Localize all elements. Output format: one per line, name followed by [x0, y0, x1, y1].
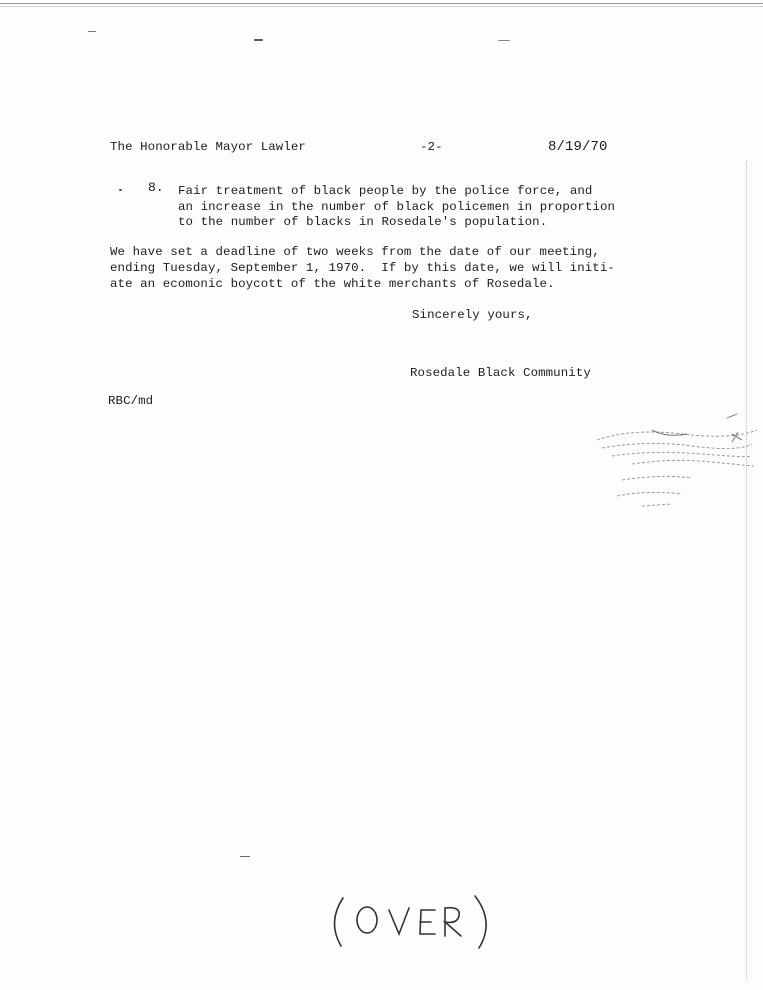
scan-speck	[119, 189, 122, 191]
item-line: to the number of blacks in Rosedale's population.	[178, 215, 548, 229]
scan-speck	[254, 39, 263, 41]
page-number: -2-	[420, 140, 443, 154]
faded-stamp-mark	[592, 410, 762, 520]
handwritten-over-note	[325, 892, 500, 952]
letter-date: 8/19/70	[548, 139, 608, 155]
paragraph-line: We have set a deadline of two weeks from the date of our meeting,	[110, 245, 600, 259]
signature-block: Rosedale Black Community	[410, 366, 591, 380]
scan-speck	[240, 856, 250, 857]
paragraph-line: ate an ecomonic boycott of the white merchants of Rosedale.	[110, 277, 555, 291]
paragraph-line: ending Tuesday, September 1, 1970. If by this date, we will initi-	[110, 261, 615, 275]
item-line: Fair treatment of black people by the police force, and	[178, 184, 593, 198]
item-line: an increase in the number of black policemen in proportion	[178, 200, 616, 214]
scan-speck	[88, 31, 96, 32]
scan-top-rule	[0, 3, 763, 7]
scan-speck	[498, 40, 510, 41]
item-number: 8.	[148, 180, 164, 195]
scan-right-edge	[746, 160, 749, 980]
reference-initials: RBC/md	[108, 394, 154, 408]
recipient-heading: The Honorable Mayor Lawler	[110, 140, 306, 154]
complimentary-close: Sincerely yours,	[412, 308, 533, 322]
